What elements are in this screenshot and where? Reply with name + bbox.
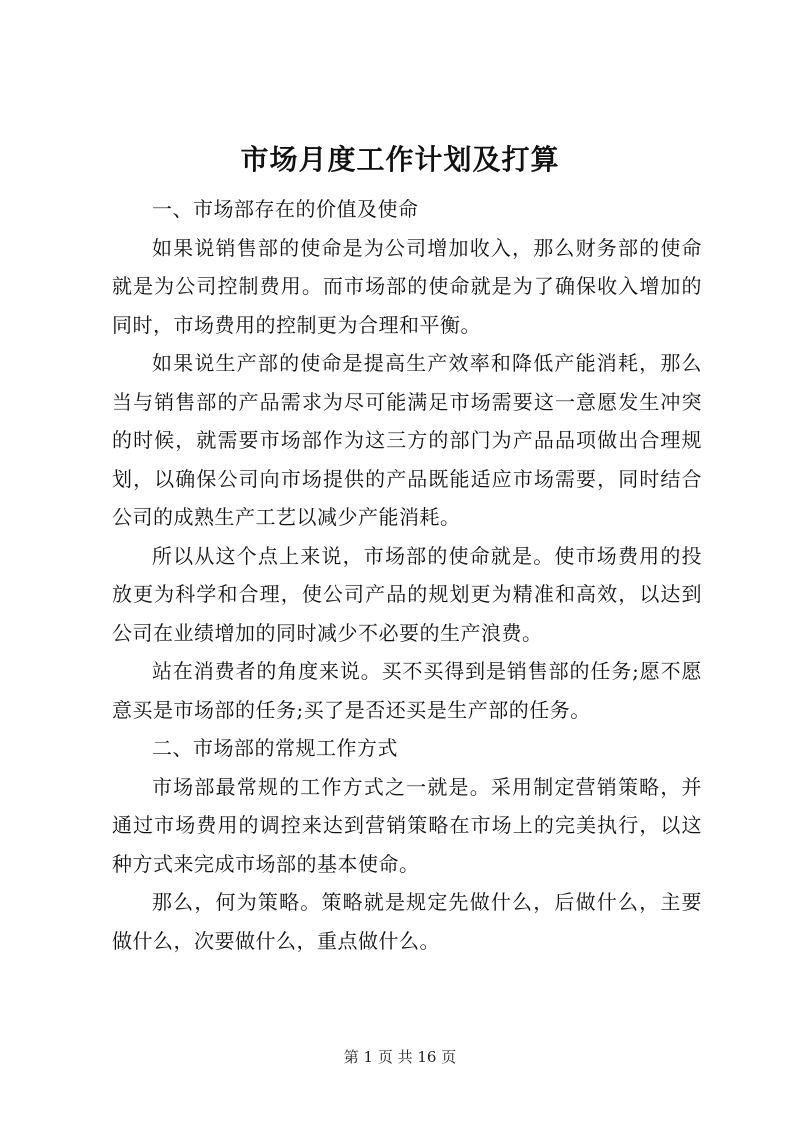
paragraph: 站在消费者的角度来说。买不买得到是销售部的任务;愿不愿意买是市场部的任务;买了是否还买是生产部的任务。 xyxy=(112,659,702,722)
section-heading: 二、市场部的常规工作方式 xyxy=(152,736,398,760)
paragraph: 如果说生产部的使命是提高生产效率和降低产能消耗，那么当与销售部的产品需求为尽可能满足市场需要这一意愿发生冲突的时候，就需要市场部作为这三方的部门为产品品项做出合理规划，以确保公司向市场提供的产品既能适应市场需要，同时结合公司的成熟生产工艺以减少产能消耗。 xyxy=(112,351,702,529)
paragraph: 市场部最常规的工作方式之一就是。采用制定营销策略，并通过市场费用的调控来达到营销策略在市场上的完美执行，以这种方式来完成市场部的基本使命。 xyxy=(112,774,702,876)
paragraph: 所以从这个点上来说，市场部的使命就是。使市场费用的投放更为科学和合理，使公司产品的规划更为精准和高效，以达到公司在业绩增加的同时减少不必要的生产浪费。 xyxy=(112,543,702,645)
paragraph: 如果说销售部的使命是为公司增加收入，那么财务部的使命就是为公司控制费用。而市场部的使命就是为了确保收入增加的同时，市场费用的控制更为合理和平衡。 xyxy=(112,235,702,337)
page-footer: 第 1 页 共 16 页 xyxy=(343,1048,457,1066)
paragraph: 那么，何为策略。策略就是规定先做什么，后做什么，主要做什么，次要做什么，重点做什么。 xyxy=(112,890,702,953)
section-heading: 一、市场部存在的价值及使命 xyxy=(152,197,419,221)
document-title: 市场月度工作计划及打算 xyxy=(240,143,560,176)
document-body xyxy=(112,190,702,960)
